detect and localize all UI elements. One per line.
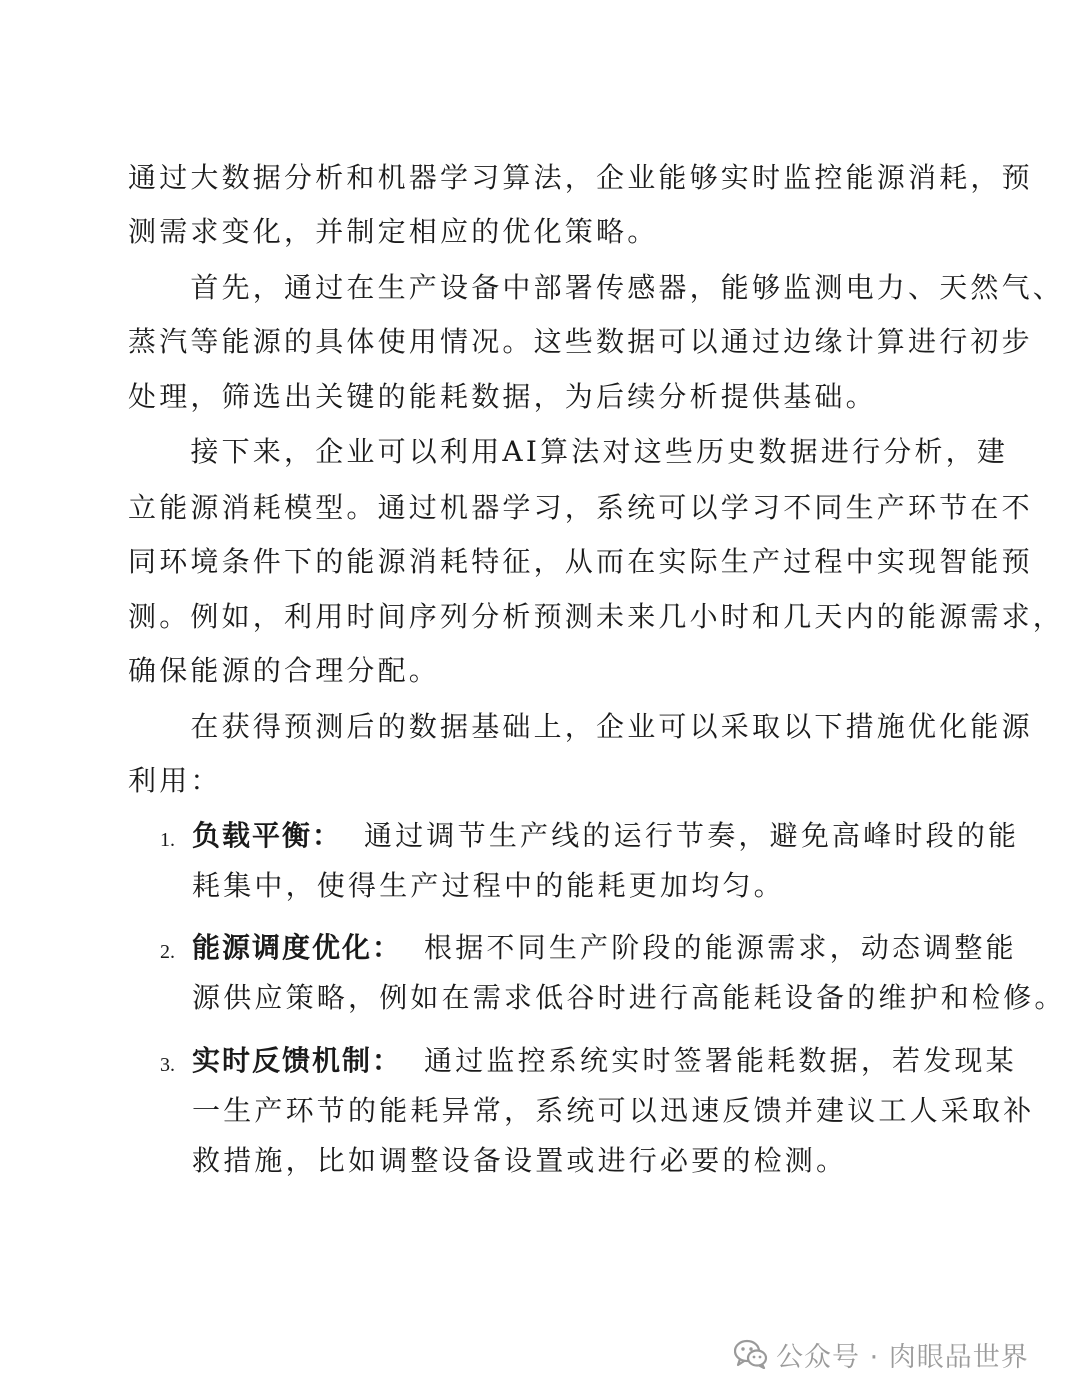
paragraph-line: 蒸汽等能源的具体使用情况。这些数据可以通过边缘计算进行初步 — [128, 325, 1033, 358]
list-number: 3. — [160, 1054, 175, 1076]
paragraph-line: 通过大数据分析和机器学习算法，企业能够实时监控能源消耗，预 — [128, 161, 1033, 194]
paragraph-line: 测需求变化，并制定相应的优化策略。 — [128, 215, 659, 248]
watermark — [734, 1334, 1029, 1374]
list-item-text: 通过监控系统实时签署能耗数据，若发现某 — [424, 1044, 1017, 1077]
list-line — [192, 1043, 1017, 1079]
list-number: 1. — [160, 829, 175, 851]
paragraph-line: 处理，筛选出关键的能耗数据，为后续分析提供基础。 — [128, 380, 877, 413]
paragraph-line: 测。例如，利用时间序列分析预测未来几小时和几天内的能源需求， — [128, 600, 1065, 633]
list-number: 2. — [160, 941, 175, 963]
watermark-text: 公众号 · 肉眼品世界 — [776, 1341, 1029, 1373]
list-item-text: 通过调节生产线的运行节奏，避免高峰时段的能 — [364, 819, 1020, 852]
paragraph-line: 利用： — [128, 764, 222, 797]
list-line: 一生产环节的能耗异常，系统可以迅速反馈并建议工人采取补 — [192, 1094, 1035, 1127]
list-item-text: 根据不同生产阶段的能源需求，动态调整能 — [424, 931, 1017, 964]
list-line — [192, 930, 1017, 966]
list-item-title: 能源调度优化： — [192, 931, 403, 964]
list-line — [192, 818, 1019, 854]
wechat-icon — [734, 1339, 768, 1369]
list-line: 救措施，比如调整设备设置或进行必要的检测。 — [192, 1144, 848, 1177]
list-item-title: 负载平衡： — [192, 819, 343, 852]
paragraph-line: 立能源消耗模型。通过机器学习，系统可以学习不同生产环节在不 — [128, 491, 1033, 524]
paragraph-line: 首先，通过在生产设备中部署传感器，能够监测电力、天然气、 — [128, 271, 1065, 304]
list-line: 源供应策略，例如在需求低谷时进行高能耗设备的维护和检修。 — [192, 981, 1066, 1014]
paragraph-line: 确保能源的合理分配。 — [128, 654, 441, 687]
list-line: 耗集中，使得生产过程中的能耗更加均匀。 — [192, 869, 785, 902]
paragraph-line: 接下来，企业可以利用AI算法对这些历史数据进行分析，建 — [128, 435, 1009, 468]
list-item-title: 实时反馈机制： — [192, 1044, 403, 1077]
paragraph-line: 同环境条件下的能源消耗特征，从而在实际生产过程中实现智能预 — [128, 545, 1033, 578]
paragraph-line: 在获得预测后的数据基础上，企业可以采取以下措施优化能源 — [128, 710, 1033, 743]
